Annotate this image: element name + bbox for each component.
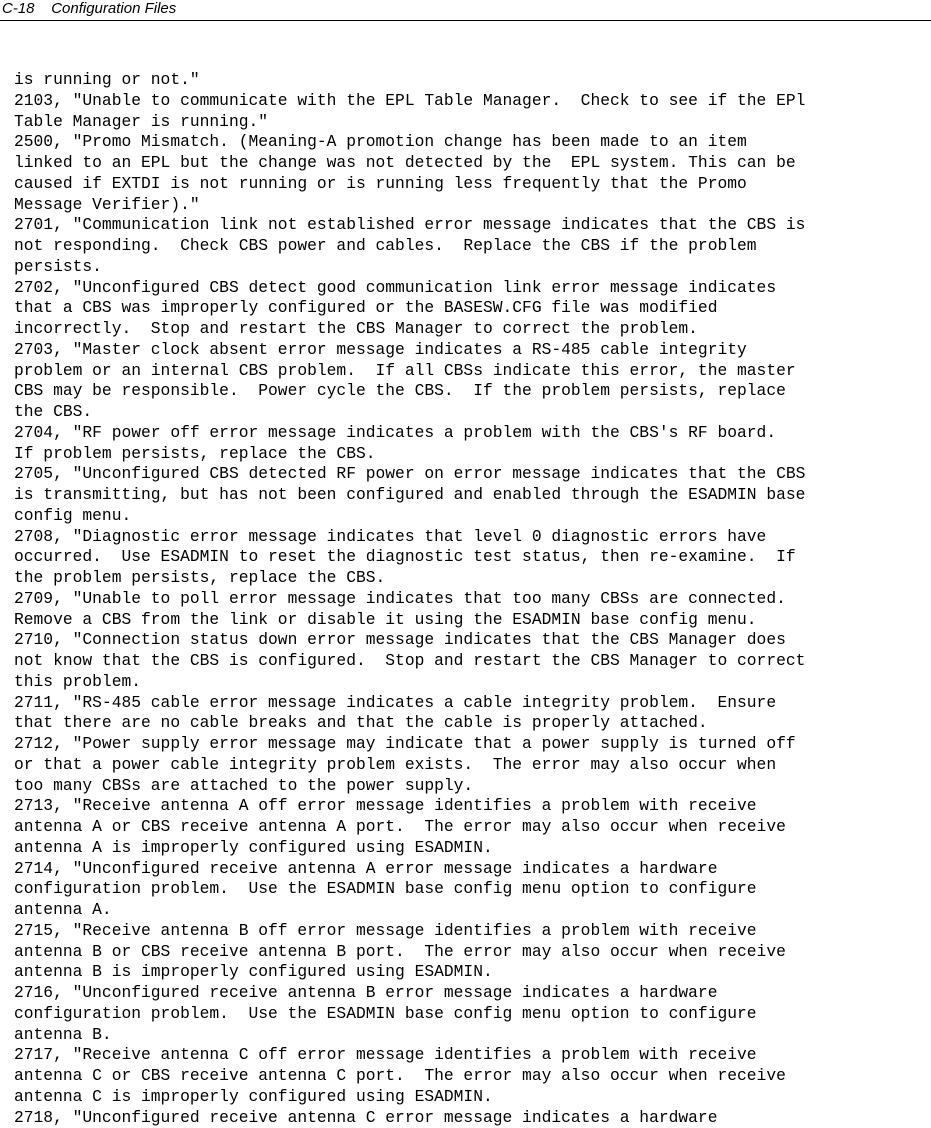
text-line: 2710, "Connection status down error message indicates that the CBS Manager does	[14, 630, 786, 650]
text-line: occurred. Use ESADMIN to reset the diagnostic test status, then re-examine. If	[14, 547, 796, 567]
text-line: antenna C or CBS receive antenna C port. The error may also occur when receive	[14, 1066, 786, 1085]
text-line: incorrectly. Stop and restart the CBS Manager to correct the problem.	[14, 319, 698, 338]
text-line: configuration problem. Use the ESADMIN base config menu option to configure	[14, 879, 757, 899]
text-line: linked to an EPL but the change was not detected by the EPL system. This can be	[14, 153, 796, 172]
text-line: not responding. Check CBS power and cables. Replace the CBS if the problem	[14, 236, 757, 255]
page-header	[0, 0, 931, 21]
text-line: 2711, "RS-485 cable error message indicates a cable integrity problem. Ensure	[14, 692, 777, 712]
text-line: 2717, "Receive antenna C off error message identifies a problem with receive	[14, 1045, 757, 1065]
text-line: antenna A.	[14, 900, 112, 919]
text-line: this problem.	[14, 671, 142, 691]
page-label: C-18	[2, 0, 35, 17]
text-line: that there are no cable breaks and that the cable is properly attached.	[14, 713, 708, 733]
section-title: Configuration Files	[51, 0, 177, 17]
text-line: antenna A is improperly configured using ESADMIN.	[14, 837, 493, 857]
text-line: 2705, "Unconfigured CBS detected RF power on error message indicates that the CBS	[14, 464, 806, 484]
text-line: Table Manager is running."	[14, 111, 269, 131]
text-line: 2701, "Communication link not established error message indicates that the CBS is	[14, 215, 806, 235]
text-line: 2715, "Receive antenna B off error message identifies a problem with receive	[14, 920, 757, 940]
text-line: 2703, "Master clock absent error message indicates a RS-485 cable integrity	[14, 339, 747, 359]
text-line: CBS may be responsible. Power cycle the CBS. If the problem persists, replace	[14, 381, 786, 401]
text-line: 2709, "Unable to poll error message indicates that too many CBSs are connected.	[14, 588, 786, 608]
text-line: Remove a CBS from the link or disable it using the ESADMIN base config menu.	[14, 609, 757, 629]
text-line: 2718, "Unconfigured receive antenna C error message indicates a hardware	[14, 1107, 718, 1127]
text-line: antenna C is improperly configured using ESADMIN.	[14, 1086, 493, 1106]
text-line: 2704, "RF power off error message indicates a problem with the CBS's RF board.	[14, 422, 777, 442]
text-line: that a CBS was improperly configured or the BASESW.CFG file was modified	[14, 298, 718, 318]
text-line: problem or an internal CBS problem. If all CBSs indicate this error, the master	[14, 360, 796, 380]
text-line: antenna B or CBS receive antenna B port. The error may also occur when receive	[14, 941, 786, 961]
text-line: antenna B.	[14, 1024, 112, 1044]
text-line: is transmitting, but has not been configured and enabled through the ESADMIN base	[14, 485, 806, 504]
text-line: antenna B is improperly configured using ESADMIN.	[14, 962, 493, 982]
text-line: is running or not."	[14, 70, 200, 89]
text-line: not know that the CBS is configured. Stop and restart the CBS Manager to correct	[14, 651, 806, 670]
text-line: If problem persists, replace the CBS.	[14, 443, 376, 463]
text-line: caused if EXTDI is not running or is running less frequently that the Promo	[14, 173, 747, 193]
text-line: 2500, "Promo Mismatch. (Meaning-A promotion change has been made to an item	[14, 132, 747, 152]
text-line: config menu.	[14, 505, 132, 525]
text-line: 2708, "Diagnostic error message indicates that level 0 diagnostic errors have	[14, 526, 767, 546]
text-line: 2713, "Receive antenna A off error message identifies a problem with receive	[14, 796, 757, 816]
config-file-listing	[14, 70, 928, 1128]
text-line: the CBS.	[14, 402, 93, 421]
text-line: persists.	[14, 256, 102, 276]
text-line: or that a power cable integrity problem exists. The error may also occur when	[14, 754, 777, 774]
header-text	[2, 0, 176, 17]
text-line: Message Verifier)."	[14, 194, 200, 214]
text-line: antenna A or CBS receive antenna A port. The error may also occur when receive	[14, 817, 786, 836]
text-line: the problem persists, replace the CBS.	[14, 568, 386, 587]
text-line: too many CBSs are attached to the power supply.	[14, 775, 474, 795]
text-line: 2103, "Unable to communicate with the EPL Table Manager. Check to see if the EPl	[14, 90, 806, 110]
text-line: configuration problem. Use the ESADMIN base config menu option to configure	[14, 1003, 757, 1023]
text-line: 2714, "Unconfigured receive antenna A error message indicates a hardware	[14, 858, 718, 878]
text-line: 2716, "Unconfigured receive antenna B error message indicates a hardware	[14, 983, 718, 1002]
text-line: 2702, "Unconfigured CBS detect good communication link error message indicates	[14, 277, 777, 297]
text-line: 2712, "Power supply error message may indicate that a power supply is turned off	[14, 734, 796, 753]
